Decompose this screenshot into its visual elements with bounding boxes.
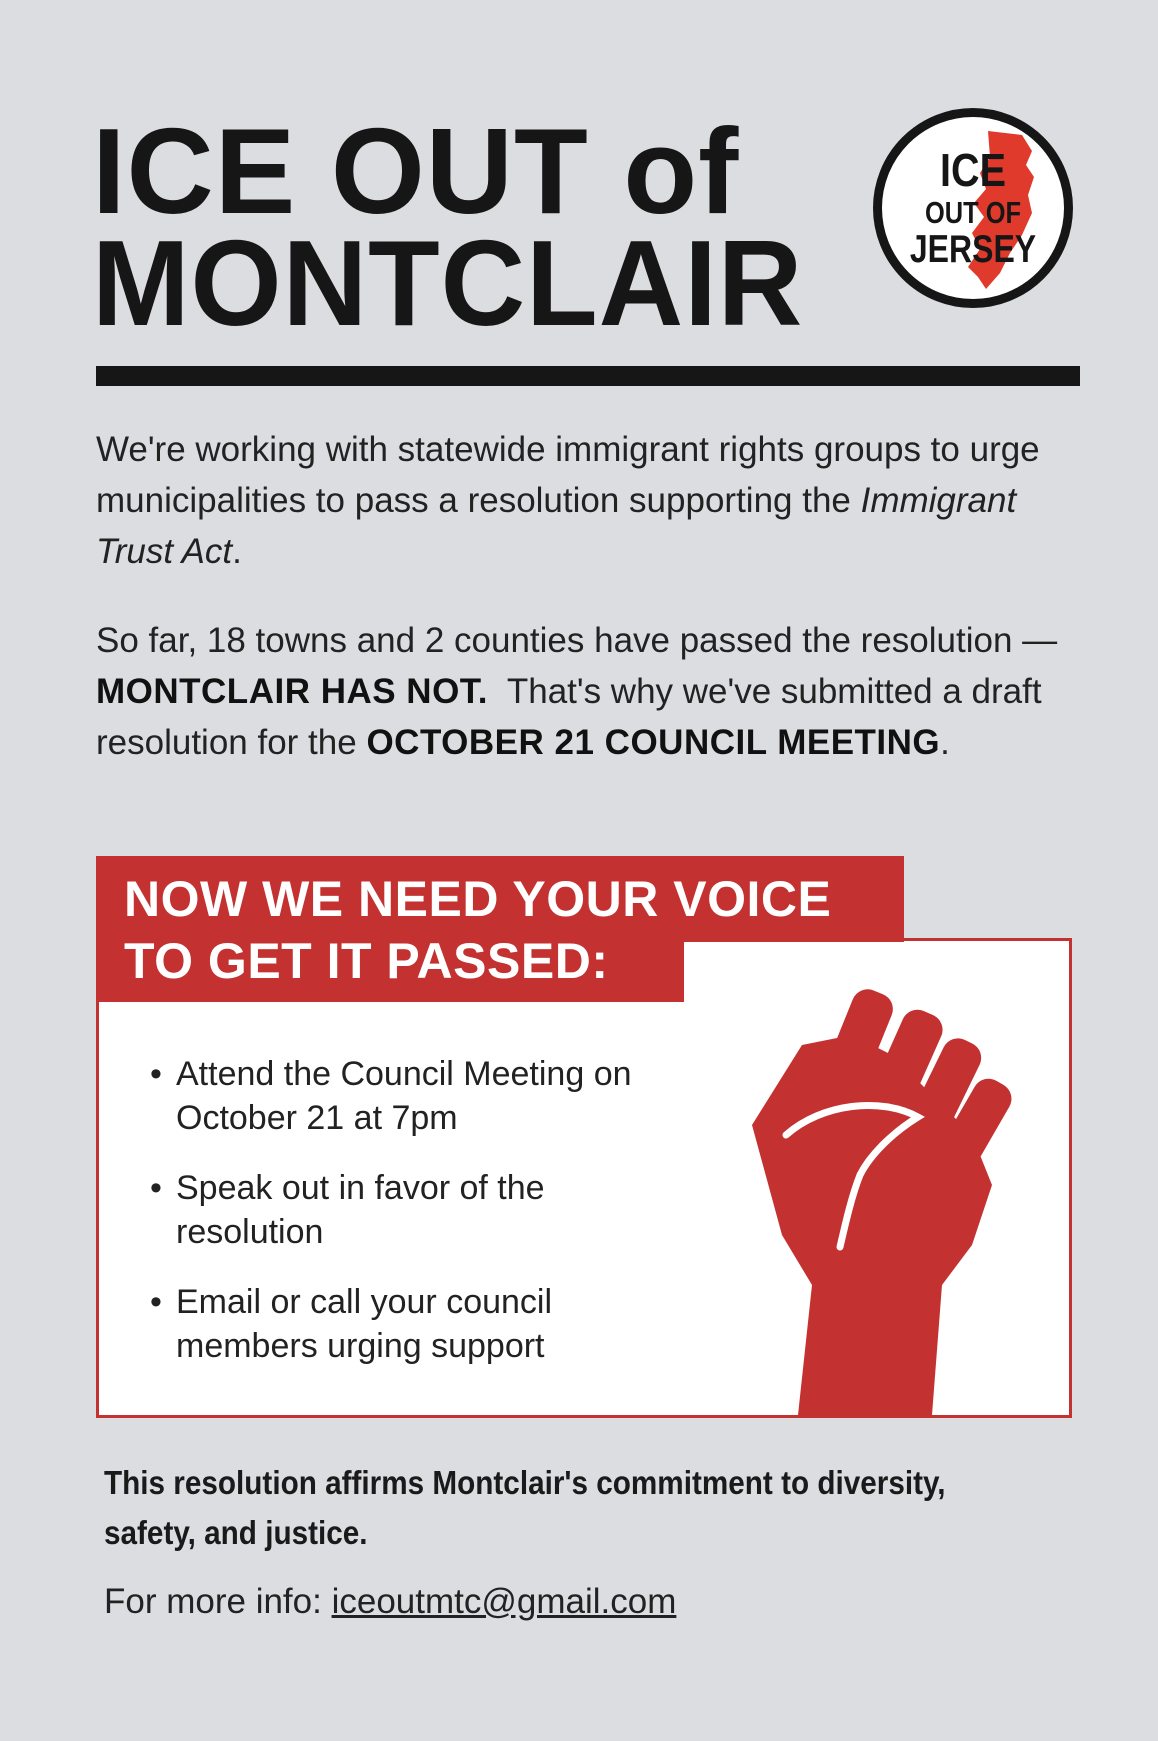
action-item — [150, 1280, 670, 1368]
action-item — [150, 1166, 670, 1254]
act-name: Immigrant Trust Act — [96, 481, 1017, 571]
intro-paragraph — [96, 424, 1076, 577]
status-text-3: . — [940, 723, 950, 762]
contact-line — [104, 1580, 676, 1624]
intro-text-before: We're working with statewide immigrant rights groups to urge municipalities to pass a resolution supporting the — [96, 430, 1040, 520]
header-divider — [96, 366, 1080, 386]
status-emphasis-2: OCTOBER 21 COUNCIL MEETING — [366, 723, 941, 762]
status-emphasis-1: MONTCLAIR HAS NOT. — [96, 672, 489, 711]
action-item — [150, 1052, 670, 1140]
closing-statement: This resolution affirms Montclair's commitment to diversity, safety, and justice. — [104, 1464, 946, 1551]
logo-text-line-3: JERSEY — [909, 228, 1037, 271]
status-paragraph — [96, 615, 1076, 768]
logo-text-line-1: ICE — [940, 144, 1006, 196]
cta-heading-line-1: NOW WE NEED YOUR VOICE — [124, 871, 832, 927]
action-list — [150, 1052, 670, 1394]
bullet: • — [150, 1055, 162, 1093]
intro-text-after: . — [232, 532, 242, 571]
cta-heading-line-2: TO GET IT PASSED: — [124, 933, 609, 989]
raised-fist-icon — [742, 985, 1022, 1415]
logo-text-line-2: OUT OF — [924, 195, 1022, 230]
action-item-text: Email or call your council members urging support — [176, 1283, 553, 1365]
action-item-text: Speak out in favor of the resolution — [176, 1169, 545, 1251]
contact-label: For more info: — [104, 1582, 332, 1621]
page-title-line-1: ICE OUT of — [92, 103, 740, 239]
bullet: • — [150, 1283, 162, 1321]
contact-email-link[interactable]: iceoutmtc@gmail.com — [331, 1582, 677, 1621]
action-item-text: Attend the Council Meeting on October 21 at 7pm — [176, 1055, 632, 1137]
page-title-line-2: MONTCLAIR — [92, 215, 804, 351]
ice-out-of-jersey-logo — [873, 108, 1073, 308]
bullet: • — [150, 1169, 162, 1207]
status-text-2: That's why we've submitted a draft resolution for the — [96, 672, 1052, 762]
status-text-1: So far, 18 towns and 2 counties have passed the resolution — — [96, 621, 1058, 660]
